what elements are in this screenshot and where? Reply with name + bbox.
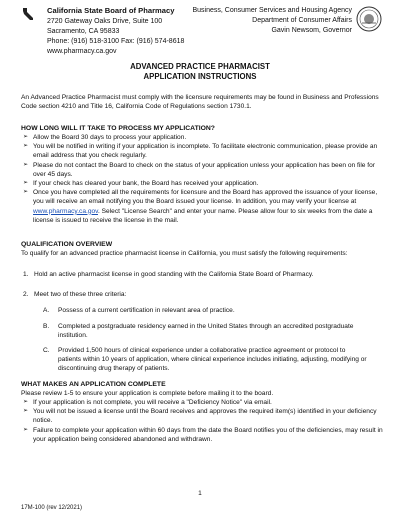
arrow-bullet-icon: ➢ <box>23 143 29 150</box>
list-item: ➢ You will be notified in writing if your application is incomplete. To facilitate electronic communication, please provide an email address that you check regularly. <box>23 143 378 160</box>
complete-heading: WHAT MAKES AN APPLICATION COMPLETE <box>21 381 166 388</box>
criterion-b-text: Completed a postgraduate residency earned in the United States through an accredited postgraduate institution. <box>58 323 354 340</box>
arrow-bullet-icon: ➢ <box>23 180 29 187</box>
list-item: ➢ Once you have completed all the requirements for licensure and the Board has approved the issuance of your license, you will receive an email notifying you the Board issued your license. In addition, you may verify your license at www.pharmacy.ca.gov. Select "License Search" and enter your name. Please allow four to six weeks from the date a license is issued to receive the license in the mail. <box>23 189 378 224</box>
requirement-1-number: 1. <box>23 271 29 278</box>
arrow-bullet-icon: ➢ <box>23 161 29 168</box>
criterion-c-text: Provided 1,500 hours of clinical experience under a collaborative practice agreement or protocol to patients within 10 years of application, where clinical experience includes initiating, adjusting, modifying or discontinuing drug therapy of patients. <box>58 347 367 373</box>
criterion-c <box>43 346 368 374</box>
board-website: www.pharmacy.ca.gov <box>47 48 117 55</box>
processing-heading: HOW LONG WILL IT TAKE TO PROCESS MY APPLICATION? <box>21 125 215 132</box>
state-seal-icon <box>356 6 382 32</box>
requirement-1 <box>23 270 314 279</box>
board-address-2: Sacramento, CA 95833 <box>47 28 120 35</box>
department-name: Department of Consumer Affairs <box>252 17 352 24</box>
governor-name: Gavin Newsom, Governor <box>271 27 352 34</box>
document-title-line-2: APPLICATION INSTRUCTIONS <box>143 72 257 81</box>
list-item: ➢ Allow the Board 30 days to process your application. <box>23 134 187 141</box>
form-id: 17M-100 (rev 12/2021) <box>21 505 83 511</box>
list-item: ➢ Please do not contact the Board to check on the status of your application unless your application has been on file for over 45 days. <box>23 161 375 178</box>
criterion-c-letter: C. <box>43 347 50 354</box>
requirement-2 <box>23 290 126 299</box>
intro-paragraph: An Advanced Practice Pharmacist must comply with the licensure requirements may be found in Business and Professions Code section 4210 and Title 16, California Code of Regulations section 1730.1. <box>21 94 379 111</box>
processing-list <box>23 133 383 225</box>
arrow-bullet-icon: ➢ <box>23 134 29 140</box>
document-title-line-1: ADVANCED PRACTICE PHARMACIST <box>130 62 270 71</box>
requirement-2-number: 2. <box>23 291 29 298</box>
criterion-a-letter: A. <box>43 307 50 314</box>
arrow-bullet-icon: ➢ <box>23 426 29 433</box>
list-item: ➢ Failure to complete your application within 60 days from the date the Board notifies you of the deficiencies, may result in your application being considered abandoned and withdrawn. <box>23 426 383 443</box>
board-name: California State Board of Pharmacy <box>47 6 175 15</box>
header-right <box>192 6 352 36</box>
list-item: ➢ You will not be issued a license until the Board receives and approves the required item(s) identified in your deficiency notice. <box>23 408 377 425</box>
criterion-b <box>43 322 368 340</box>
criterion-a <box>43 306 368 315</box>
board-address-1: 2720 Gateway Oaks Drive, Suite 100 <box>47 18 163 25</box>
qualification-heading: QUALIFICATION OVERVIEW <box>21 241 113 248</box>
agency-name: Business, Consumer Services and Housing Agency <box>192 7 352 14</box>
board-phone-fax: Phone: (916) 518-3100 Fax: (916) 574-8618 <box>47 38 185 45</box>
list-item: ➢ If your application is not complete, you will receive a "Deficiency Notice" via email. <box>23 399 272 406</box>
pharmacy-website-link[interactable]: www.pharmacy.ca.gov <box>33 207 98 215</box>
california-state-icon <box>21 7 41 21</box>
requirement-1-text: Hold an active pharmacist license in good standing with the California State Board of Pharmacy. <box>34 271 314 278</box>
list-item: ➢ If your check has cleared your bank, the Board has received your application. <box>23 180 259 188</box>
requirement-2-text: Meet two of these three criteria: <box>34 291 127 298</box>
criterion-b-letter: B. <box>43 323 50 330</box>
arrow-bullet-icon: ➢ <box>23 399 29 405</box>
arrow-bullet-icon: ➢ <box>23 189 29 196</box>
qualification-intro: To qualify for an advanced practice pharmacist license in California, you must satisfy the following requirements: <box>21 250 348 257</box>
complete-list <box>23 398 383 444</box>
criterion-a-text: Possess of a current certification in relevant area of practice. <box>58 307 235 314</box>
arrow-bullet-icon: ➢ <box>23 408 29 415</box>
complete-intro: Please review 1-5 to ensure your application is complete before mailing it to the board. <box>21 390 274 397</box>
page-number: 1 <box>198 490 202 497</box>
